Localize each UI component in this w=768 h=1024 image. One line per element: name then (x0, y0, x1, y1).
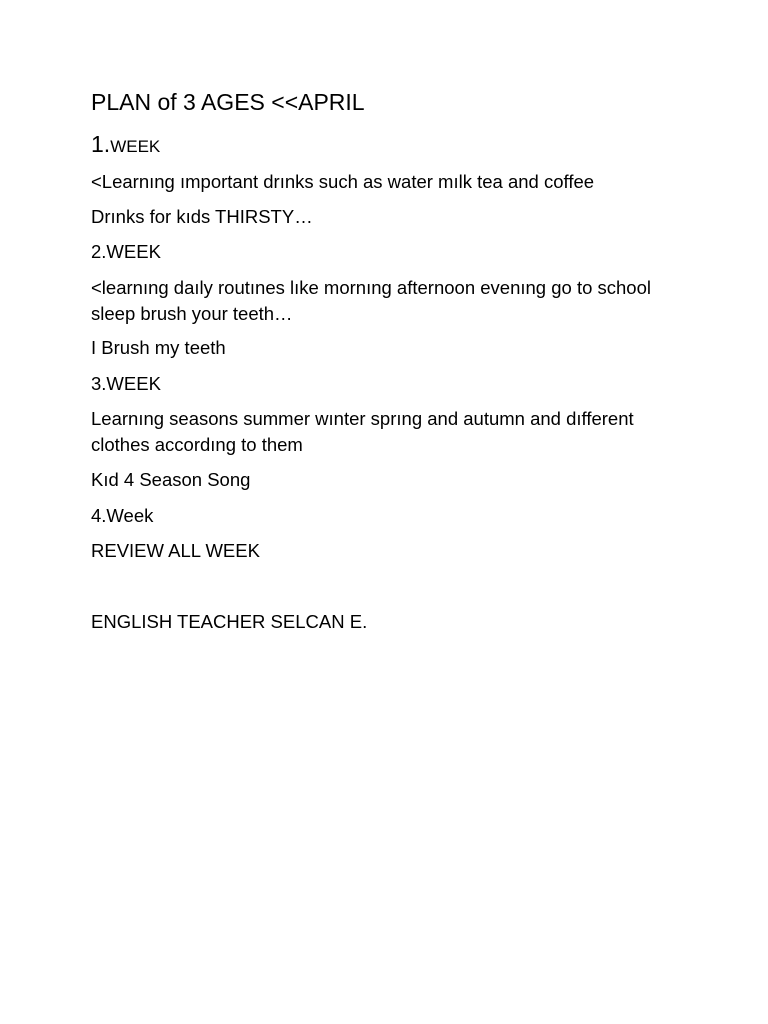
week1-number: 1. (91, 131, 111, 157)
week1-topic: <Learnıng ımportant drınks such as water mılk tea and coffee (91, 171, 595, 192)
signature: ENGLISH TEACHER SELCAN E. (91, 611, 368, 632)
week3-heading: 3.WEEK (91, 373, 161, 394)
week1-heading (91, 131, 160, 160)
week4-heading: 4.Week (91, 505, 154, 526)
week3-activity: Kıd 4 Season Song (91, 469, 251, 490)
week1-activity: Drınks for kıds THIRSTY… (91, 206, 313, 227)
week4-activity: REVIEW ALL WEEK (91, 540, 260, 561)
week2-topic: <learnıng daıly routınes lıke mornıng afternoon evenıng go to school sleep brush your teeth… (91, 277, 651, 324)
week2-heading: 2.WEEK (91, 241, 161, 262)
week3-topic: Learnıng seasons summer wınter sprıng and autumn and dıfferent clothes accordıng to them (91, 408, 634, 455)
week2-activity: I Brush my teeth (91, 337, 226, 358)
document-title: PLAN of 3 AGES <<APRIL (91, 89, 365, 115)
week1-label: WEEK (110, 137, 161, 156)
